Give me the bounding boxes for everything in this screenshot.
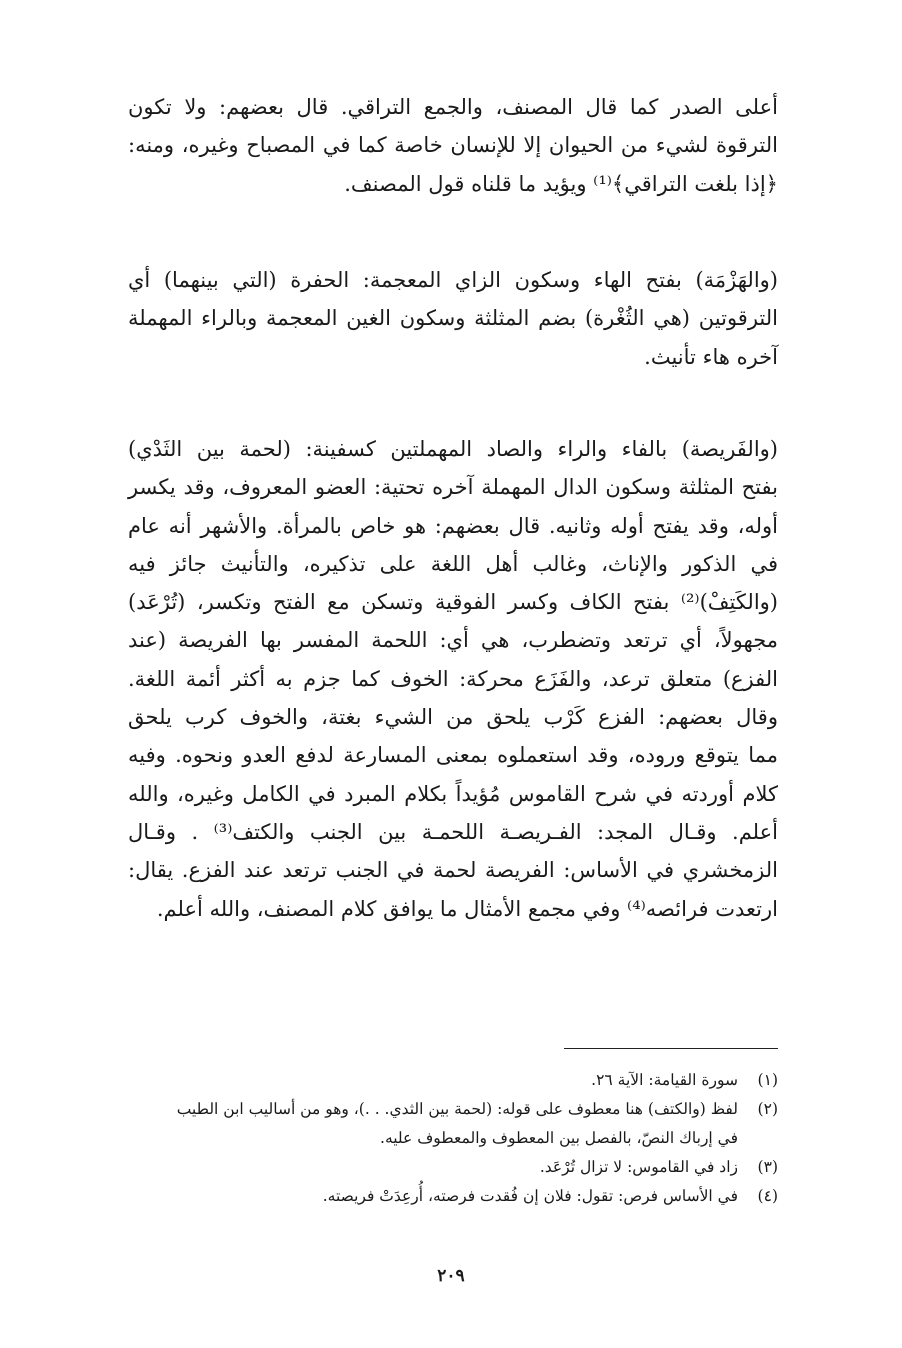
text-line: ارتعدت فرائصه⁽⁴⁾ وفي مجمع الأمثال ما يوافق كلام المصنف، والله أعلم. [156, 896, 778, 921]
text-line: كلام أوردته في شرح القاموس مُؤيداً بكلام المبرد في الكامل وغيره، والله [128, 781, 778, 806]
text-line: أعلى الصدر كما قال المصنف، والجمع التراقي. قال بعضهم: ولا تكون [128, 95, 778, 119]
footnote-line: في الأساس فرص: تقول: فلان إن فُقدت فرصته، أُرعِدَتْ فريصته. [322, 1187, 738, 1205]
footnote-text [128, 1095, 738, 1153]
footnote-line: في إرباك النصّ، بالفصل بين المعطوف والمعطوف عليه. [380, 1129, 738, 1147]
text-line: بفتح المثلثة وسكون الدال المهملة آخره تحتية: العضو المعروف، وقد يكسر [128, 475, 778, 500]
footnote-text [128, 1066, 738, 1095]
footnote-number: (٤) [757, 1187, 778, 1205]
footnote-4 [128, 1182, 778, 1211]
text-line: وقال بعضهم: الفزع كَرْب يلحق من الشيء بغتة، والخوف كرب يلحق [128, 705, 778, 730]
text-line: في الذكور والإناث، وغالب أهل اللغة على تذكيره، والتأنيث جائز فيه [128, 551, 778, 576]
footnote-line: سورة القيامة: الآية ٢٦. [591, 1071, 738, 1089]
text-line: أوله، وقد يفتح أوله وثانيه. قال بعضهم: هو خاص بالمرأة. والأشهر أنه عام [128, 513, 778, 538]
text-line: (والفَريصة) بالفاء والراء والصاد المهملتين كسفينة: (لحمة بين الثَدْي) [128, 437, 778, 461]
text-line: الفزع) متعلق ترعد، والفَزَع محركة: الخوف كما جزم به أكثر أئمة اللغة. [128, 666, 778, 691]
footnote-number: (٣) [757, 1158, 778, 1176]
text-line: الزمخشري في الأساس: الفريصة لحمة في الجنب ترتعد عند الفزع. يقال: [128, 858, 778, 883]
text-line: (والكَتِفْ)⁽²⁾ بفتح الكاف وكسر الفوقية وتسكن مع الفتح وتكسر، (تُرْعَد) [128, 590, 778, 615]
footnotes [128, 1066, 778, 1211]
text-line: ﴿إذا بلغت التراقي﴾⁽¹⁾ ويؤيد ما قلناه قول المصنف. [344, 171, 778, 196]
footnote-line: زاد في القاموس: لا تزال تُرْعَد. [539, 1158, 738, 1176]
footnote-divider [564, 1048, 778, 1049]
text-line: مجهولاً، أي ترتعد وتضطرب، هي أي: اللحمة المفسر بها الفريصة (عند [128, 628, 778, 653]
text-line: الترقوة لشيء من الحيوان إلا للإنسان خاصة كما في المصباح وغيره، ومنه: [128, 133, 778, 158]
footnote-3 [128, 1153, 778, 1182]
footnote-text [128, 1182, 738, 1211]
text-line: الترقوتين (هي الثُغْرة) بضم المثلثة وسكون الغين المعجمة وبالراء المهملة [128, 306, 778, 331]
text-line: أعلم. وقـال المجد: الفـريصـة اللحمـة بين الجنب والكتف⁽³⁾ . وقـال [128, 819, 779, 844]
footnote-text [128, 1153, 738, 1182]
footnote-1 [128, 1066, 778, 1095]
paragraph-3 [128, 430, 778, 928]
text-line: مما يتوقع وروده، وقد استعملوه بمعنى المسارعة لدفع العدو ونحوه. وفيه [128, 743, 778, 768]
footnote-number: (١) [757, 1071, 778, 1089]
paragraph-2 [128, 261, 778, 376]
paragraph-1 [128, 88, 778, 203]
text-line: آخره هاء تأنيث. [644, 344, 778, 369]
text-line: (والهَزْمَة) بفتح الهاء وسكون الزاي المعجمة: الحفرة (التي بينهما) أي [128, 268, 778, 292]
footnote-line: لفظ (والكتف) هنا معطوف على قوله: (لحمة بين الثدي. . .)، وهو من أساليب ابن الطيب [176, 1100, 738, 1118]
footnote-2 [128, 1095, 778, 1153]
footnote-number: (٢) [757, 1100, 778, 1118]
page-number: ٢٠٩ [437, 1266, 465, 1286]
